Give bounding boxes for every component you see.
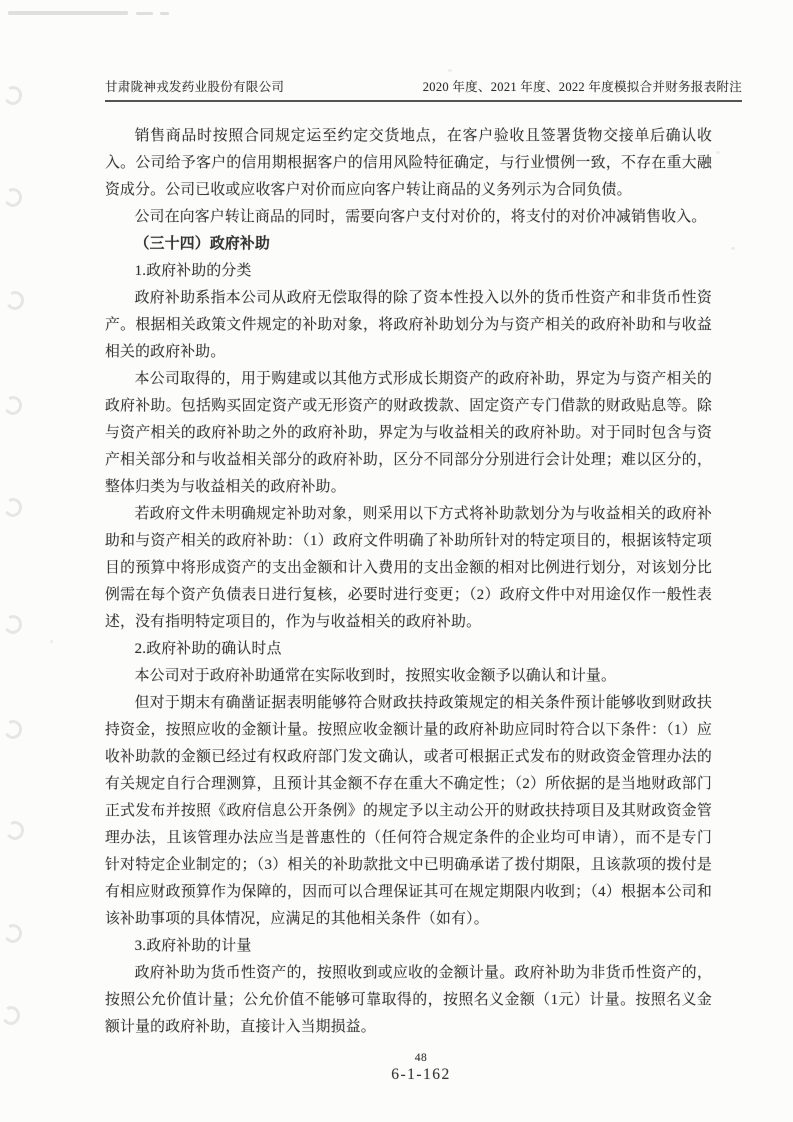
paragraph-consideration-paid: 公司在向客户转让商品的同时，需要向客户支付对价的，将支付的对价冲减销售收入。	[134, 209, 707, 225]
binding-hole-mark	[4, 289, 26, 312]
paragraph-grant-division-method: 若政府文件未明确规定补助对象，则采用以下方式将补助款划分为与收益相关的政府补助和与资产相关的政府补助：（1）政府文件明确了补助所针对的特定项目的，根据该特定项目的预算中将形成资产的支出金额和计入费用的支出金额的相对比例进行划分，对该划分比例需在每个资产负债表日进行复核，必要时进行变更；（2）政府文件中对用途仅作一般性表述，没有指明特定项目的，作为与收益相关的政府补助。	[105, 506, 712, 630]
page-number: 48	[414, 1052, 428, 1064]
header-report-title: 2020 年度、2021 年度、2022 年度模拟合并财务报表附注	[422, 80, 742, 94]
scan-speck	[448, 69, 452, 72]
paragraph-grant-measurement: 政府补助为货币性资产的，按照收到或应收的金额计量。政府补助为非货币性资产的，按照公允价值计量；公允价值不能够可靠取得的，按照名义金额（1元）计量。按照名义金额计量的政府补助，直接计入当期损益。	[105, 965, 712, 1035]
document-code: 6-1-162	[391, 1066, 451, 1083]
paragraph-grant-recognition: 本公司对于政府补助通常在实际收到时，按照实收金额予以确认和计量。	[134, 668, 617, 684]
binding-hole-mark	[2, 613, 24, 636]
binding-hole-mark	[0, 1004, 22, 1027]
binding-hole-mark	[2, 84, 24, 107]
page-footer	[105, 1051, 737, 1085]
subheading-grant-recognition-timing: 2.政府补助的确认时点	[134, 641, 282, 657]
binding-hole-mark	[2, 496, 24, 519]
scan-speck	[50, 640, 53, 643]
scan-artifact-dash	[160, 12, 169, 15]
scan-speck	[716, 151, 720, 154]
document-body	[105, 123, 712, 1041]
paragraph-receivable-grant-conditions: 但对于期末有确凿证据表明能够符合财政扶持政策规定的相关条件预计能够收到财政扶持资金，按照应收的金额计量。按照应收金额计量的政府补助应同时符合以下条件：（1）应收补助款的金额已经过有权政府部门发文确认，或者可根据正式发布的财政资金管理办法的有关规定自行合理测算，且预计其金额不存在重大不确定性；（2）所依据的是当地财政部门正式发布并按照《政府信息公开条例》的规定予以主动公开的财政扶持项目及其财政资金管理办法，且该管理办法应当是普惠性的（任何符合规定条件的企业均可申请），而不是专门针对特定企业制定的；（3）相关的补助款批文中已明确承诺了拨付期限，且该款项的拨付是有相应财政预算作为保障的，因而可以合理保证其可在规定期限内收到；（4）根据本公司和该补助事项的具体情况，应满足的其他相关条件（如有）。	[105, 695, 712, 927]
subheading-grant-classification: 1.政府补助的分类	[134, 263, 252, 279]
binding-hole-mark	[2, 186, 24, 209]
binding-hole-mark	[2, 922, 24, 945]
section-heading-government-grants: （三十四）政府补助	[134, 236, 271, 252]
page-header	[105, 77, 742, 102]
binding-hole-mark	[4, 819, 26, 842]
scan-artifact-line	[8, 11, 128, 15]
paragraph-sales-revenue-recognition: 销售商品时按照合同规定运至约定交货地点，在客户验收且签署货物交接单后确认收入。公司给予客户的信用期根据客户的信用风险特征确定，与行业惯例一致，不存在重大融资成分。公司已收或应收客户对价而应向客户转让商品的义务列示为合同负债。	[105, 128, 712, 198]
paragraph-asset-related-grants: 本公司取得的，用于购建或以其他方式形成长期资产的政府补助，界定为与资产相关的政府补助。包括购买固定资产或无形资产的财政拨款、固定资产专门借款的财政贴息等。除与资产相关的政府补助之外的政府补助，界定为与收益相关的政府补助。对于同时包含与资产相关部分和与收益相关部分的政府补助，区分不同部分分别进行会计处理；难以区分的，整体归类为与收益相关的政府补助。	[105, 371, 712, 495]
header-company-name: 甘肃陇神戎发药业股份有限公司	[105, 80, 285, 94]
paragraph-grant-definition: 政府补助系指本公司从政府无偿取得的除了资本性投入以外的货币性资产和非货币性资产。根据相关政策文件规定的补助对象，将政府补助划分为与资产相关的政府补助和与收益相关的政府补助。	[105, 290, 712, 360]
scan-speck	[731, 247, 735, 250]
scan-artifact-dash	[136, 12, 153, 15]
subheading-grant-measurement: 3.政府补助的计量	[134, 938, 252, 954]
binding-hole-mark	[2, 718, 24, 741]
binding-hole-mark	[2, 394, 24, 417]
